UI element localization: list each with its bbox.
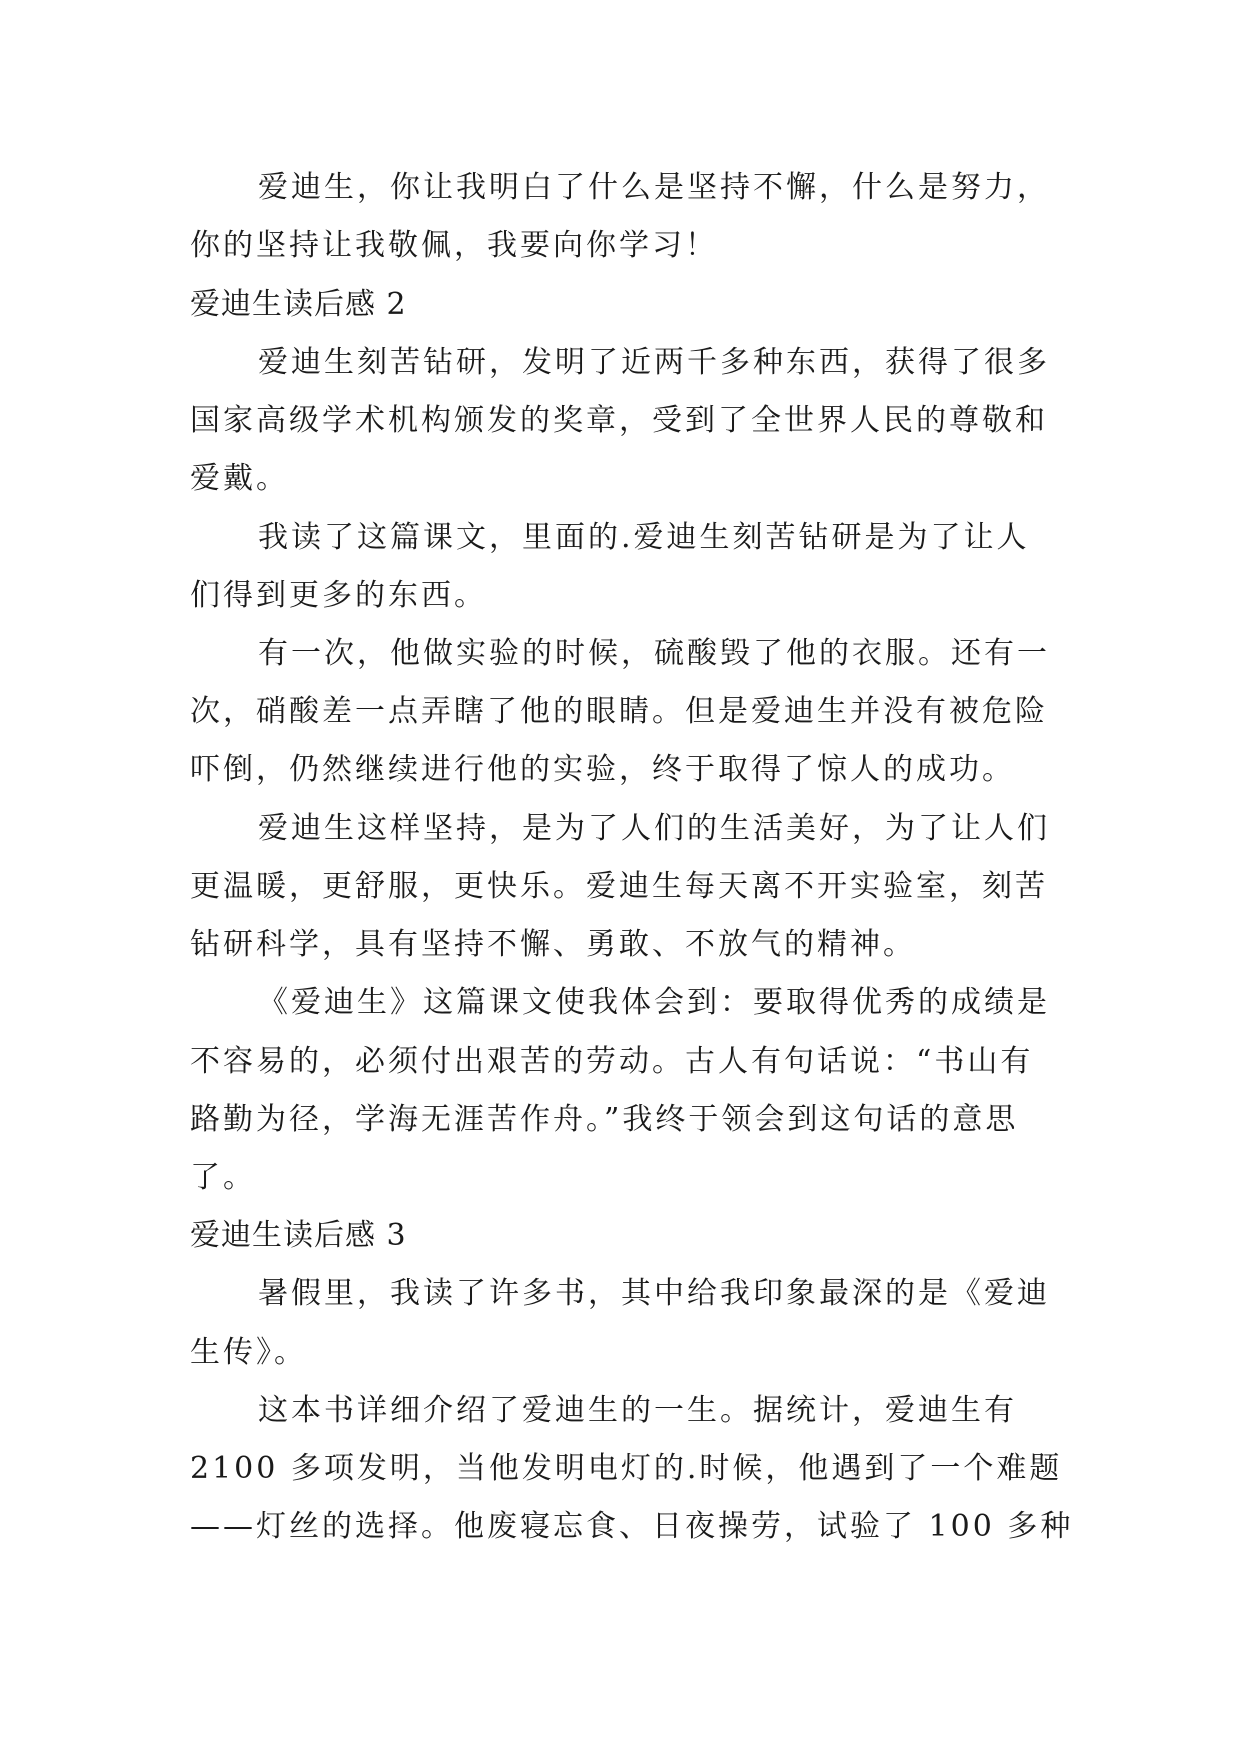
paragraph-line: 了。 — [190, 1160, 256, 1195]
paragraph-line: 次，硝酸差一点弄瞎了他的眼睛。但是爱迪生并没有被危险 — [190, 694, 1048, 729]
paragraph-line: 不容易的，必须付出艰苦的劳动。古人有句话说：“书山有 — [190, 1044, 1034, 1079]
paragraph-line: 这本书详细介绍了爱迪生的一生。据统计，爱迪生有 — [258, 1393, 1017, 1428]
paragraph-line: 更温暖，更舒服，更快乐。爱迪生每天离不开实验室，刻苦 — [190, 869, 1048, 904]
paragraph-line: 生传》。 — [190, 1335, 307, 1370]
paragraph-line: 吓倒，仍然继续进行他的实验，终于取得了惊人的成功。 — [190, 752, 1015, 787]
paragraph-line: 2100 多项发明，当他发明电灯的.时候，他遇到了一个难题 — [190, 1451, 1063, 1486]
paragraph-line: 有一次，他做实验的时候，硫酸毁了他的衣服。还有一 — [258, 636, 1050, 671]
paragraph-line: 你的坚持让我敬佩，我要向你学习！ — [190, 228, 718, 263]
paragraph-line: 路勤为径，学海无涯苦作舟。”我终于领会到这句话的意思 — [190, 1102, 1019, 1137]
paragraph-line: 们得到更多的东西。 — [190, 578, 487, 613]
paragraph-line: ——灯丝的选择。他废寝忘食、日夜操劳，试验了 100 多种 — [190, 1509, 1074, 1544]
paragraph-line: 爱戴。 — [190, 461, 289, 496]
paragraph-line: 钻研科学，具有坚持不懈、勇敢、不放气的精神。 — [190, 927, 916, 962]
paragraph-line: 暑假里，我读了许多书，其中给我印象最深的是《爱迪 — [258, 1276, 1050, 1311]
paragraph-line: 《爱迪生》这篇课文使我体会到：要取得优秀的成绩是 — [258, 985, 1050, 1020]
paragraph-line: 爱迪生，你让我明白了什么是坚持不懈，什么是努力， — [258, 170, 1050, 205]
paragraph-line: 爱迪生这样坚持，是为了人们的生活美好，为了让人们 — [258, 811, 1050, 846]
section-heading: 爱迪生读后感 3 — [190, 1218, 407, 1253]
paragraph-line: 爱迪生刻苦钻研，发明了近两千多种东西，获得了很多 — [258, 345, 1050, 380]
paragraph-line: 国家高级学术机构颁发的奖章，受到了全世界人民的尊敬和 — [190, 403, 1048, 438]
section-heading: 爱迪生读后感 2 — [190, 287, 407, 322]
paragraph-line: 我读了这篇课文，里面的.爱迪生刻苦钻研是为了让人 — [258, 520, 1030, 555]
